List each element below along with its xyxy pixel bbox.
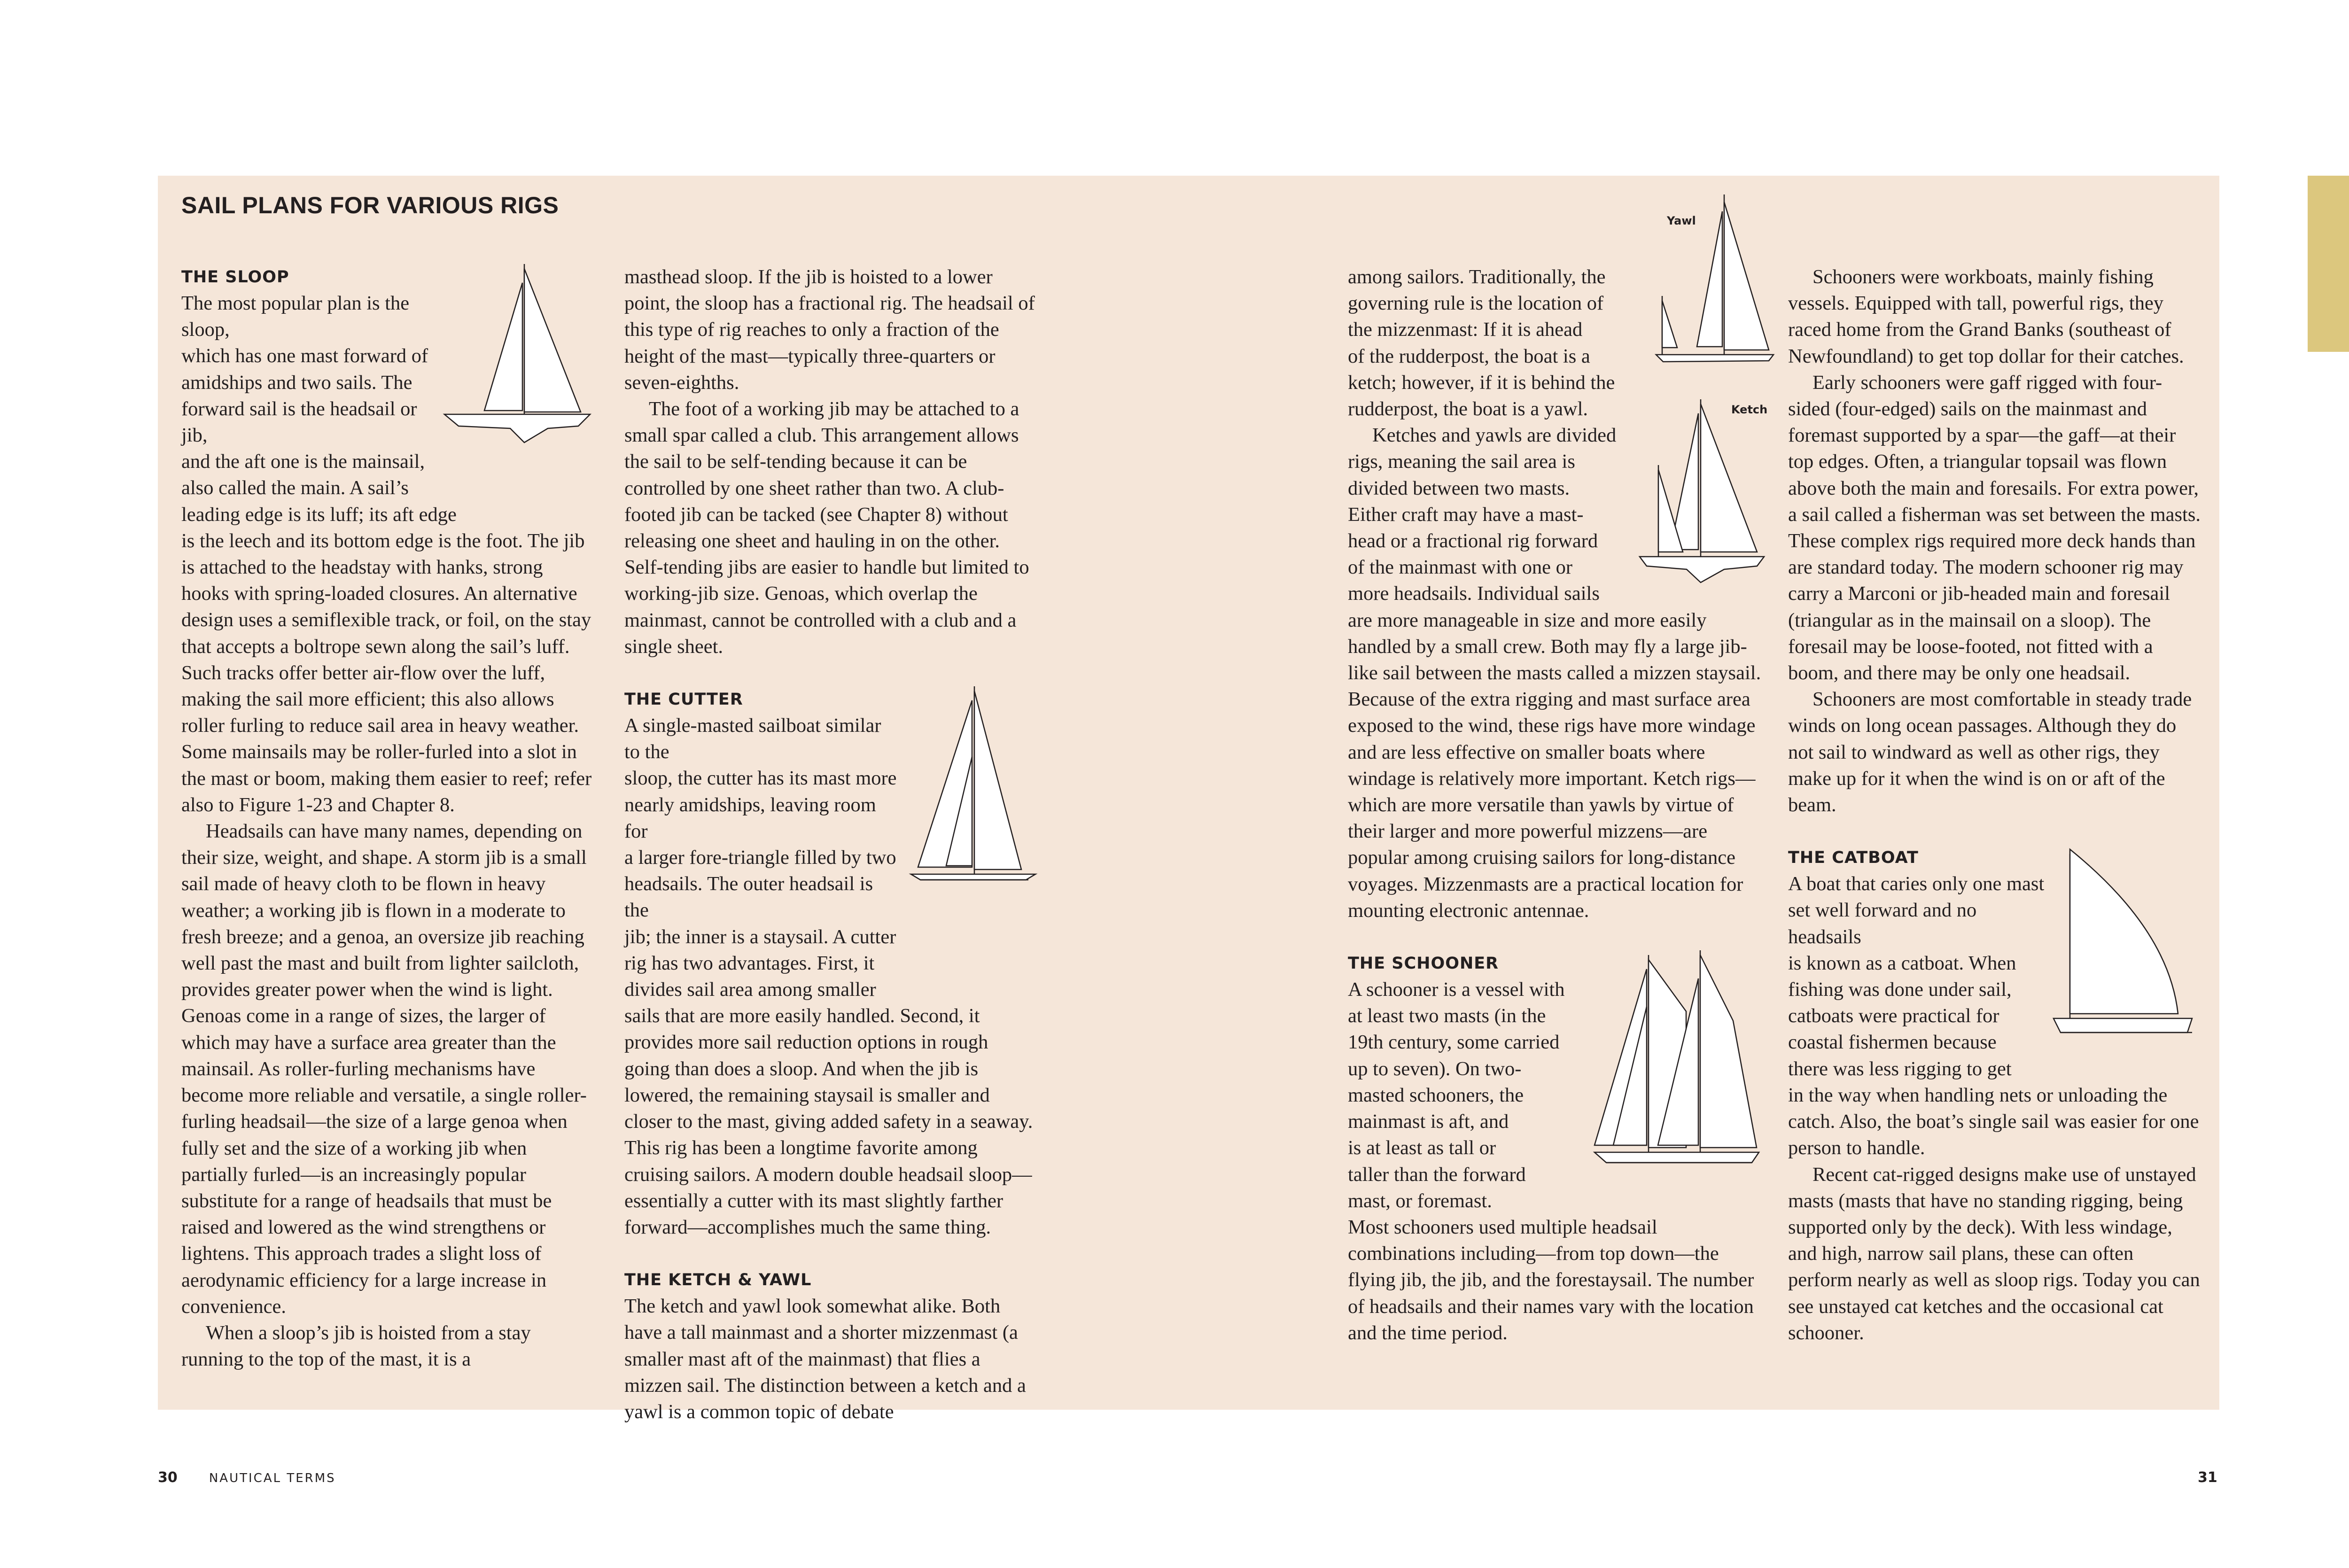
- sloop-line: which has one mast forward of: [181, 345, 428, 367]
- sloop-line: and the aft one is the mainsail,: [181, 450, 425, 473]
- schooner-heading: THE SCHOONER: [1348, 954, 1499, 973]
- ketch-line: rudderpost, the boat is a yawl.: [1348, 398, 1588, 420]
- sloop-illustration: [440, 264, 595, 452]
- schooner-line: 19th century, some carried: [1348, 1031, 1560, 1054]
- right-footer: [2198, 1469, 2217, 1486]
- ketch-line: more headsails. Individual sails: [1348, 582, 1600, 605]
- column-4: [1788, 264, 2201, 1346]
- cutter-line: nearly amidships, leaving room for: [624, 793, 876, 842]
- schooner-figure: [1592, 950, 1761, 1176]
- sloop-paragraph: The foot of a working jib may be attached to a small spar called a club. This arrangement allows the sail to be self-tending because it can be controlled by one sheet rather than two. A club-footed jib can be tacked (see Chapter 8) without releasing one sheet and hauling in on the other. Self-tending jibs are easier to handle but limited to working-jib size. Genoas, which overlap the mainmast, cannot be controlled with a club and a single sheet.: [624, 398, 1029, 658]
- sloop-paragraph: When a sloop’s jib is hoisted from a stay running to the top of the mast, it is a: [181, 1321, 531, 1371]
- cutter-line: headsails. The outer headsail is the: [624, 873, 873, 922]
- sloop-line: amidships and two sails. The: [181, 371, 412, 394]
- catboat-figure: [2051, 845, 2201, 1051]
- section-title: SAIL PLANS FOR VARIOUS RIGS: [181, 192, 559, 218]
- catboat-line: there was less rigging to get: [1788, 1057, 2012, 1080]
- catboat-line: coastal fishermen because: [1788, 1031, 1997, 1054]
- catboat-paragraph: in the way when handling nets or unloading the catch. Also, the boat’s single sail was easier for one person to handle.: [1788, 1084, 2199, 1159]
- schooner-line: at least two masts (in the: [1348, 1005, 1546, 1027]
- cutter-heading: THE CUTTER: [624, 690, 743, 709]
- schooner-paragraph: Early schooners were gaff rigged with four-sided (four-edged) sails on the mainmast and foremast supported by a spar—the gaff—at their top edges. Often, a triangular topsail was flown above both the main and foresails. For extra power, a sail called a fisherman was set between the masts. These complex rigs required more deck hands than are standard today. The modern schooner rig may carry a Marconi or jib-headed main and foresail (triangular as in the mainsail on a sloop). The foresail may be loose-footed, not fitted with a boom, and there may be only one headsail.: [1788, 371, 2201, 684]
- schooner-line: taller than the forward: [1348, 1163, 1526, 1186]
- sloop-paragraph: is the leech and its bottom edge is the foot. The jib is attached to the headstay with hanks, strong hooks with spring-loaded closures. An alternative design uses a semiflexible track, or foil, on the stay that accepts a boltrope sewn along the sail’s luff. Such tracks offer better air-flow over the luff, making the sail more efficient; this also allows roller furling to reduce sail area in heavy weather. Some mainsails may be roller-furled into a slot in the mast or boom, making them easier to reef; refer also to Figure 1-23 and Chapter 8.: [181, 529, 592, 816]
- ketch-line: rigs, meaning the sail area is: [1348, 450, 1575, 473]
- ketch-line: of the mainmast with one or: [1348, 556, 1573, 579]
- catboat-line: set well forward and no headsails: [1788, 899, 1977, 948]
- cutter-paragraph: sails that are more easily handled. Second, it provides more sail reduction options in rough going than does a sloop. And when the jib is lowered, the remaining staysail is smaller and closer to the mast, giving added safety in a seaway. This rig has been a longtime favorite among cruising sailors. A modern double headsail sloop—essentially a cutter with its mast slightly farther forward—accomplishes much the same thing.: [624, 1005, 1033, 1238]
- ketch-line: the mizzenmast: If it is ahead: [1348, 318, 1583, 341]
- ketch-line: among sailors. Traditionally, the: [1348, 266, 1606, 288]
- ketch-line: Ketches and yawls are divided: [1372, 424, 1617, 447]
- column-3: [1348, 264, 1761, 1346]
- right-page-number: 31: [2198, 1469, 2217, 1486]
- schooner-illustration: [1592, 950, 1761, 1176]
- sloop-paragraph: masthead sloop. If the jib is hoisted to a lower point, the sloop has a fractional rig. The headsail of this type of rig reaches to only a fraction of the height of the mast—typically three-quarters or seven-eighths.: [624, 266, 1035, 394]
- schooner-line: mainmast is aft, and: [1348, 1110, 1509, 1133]
- ketch-line: ketch; however, if it is behind the: [1348, 371, 1615, 394]
- cutter-line: sloop, the cutter has its mast more: [624, 767, 897, 790]
- schooner-line: A schooner is a vessel with: [1348, 978, 1565, 1001]
- catboat-heading: THE CATBOAT: [1788, 848, 1919, 868]
- sloop-figure: [440, 264, 595, 452]
- schooner-line: is at least as tall or: [1348, 1137, 1496, 1159]
- sloop-line: also called the main. A sail’s: [181, 477, 409, 499]
- schooner-paragraph: Schooners were workboats, mainly fishing vessels. Equipped with tall, powerful rigs, they raced home from the Grand Banks (southeast of Newfoundland) to get top dollar for their catches.: [1788, 266, 2184, 367]
- catboat-line: A boat that caries only one mast: [1788, 873, 2045, 895]
- sloop-line: The most popular plan is the sloop,: [181, 292, 410, 341]
- schooner-paragraph: Most schooners used multiple headsail combinations including—from top down—the flying jib, the jib, and the forestaysail. The number of headsails and their names vary with the location and the time period.: [1348, 1216, 1754, 1344]
- cutter-line: A single-masted sailboat similar to the: [624, 714, 881, 763]
- schooner-line: up to seven). On two-: [1348, 1057, 1522, 1080]
- sloop-heading: THE SLOOP: [181, 268, 289, 287]
- catboat-line: is known as a catboat. When: [1788, 952, 2016, 974]
- ketch-line: of the rudderpost, the boat is a: [1348, 345, 1590, 367]
- catboat-paragraph: Recent cat-rigged designs make use of unstayed masts (masts that have no standing rigging, being supported only by the deck). With less windage, and high, narrow sail plans, these can often perform nearly as well as sloop rigs. Today you can see unstayed cat ketches and the occasional cat schooner.: [1788, 1163, 2200, 1344]
- ketch-line: Either craft may have a mast-: [1348, 503, 1584, 526]
- column-2: [624, 264, 1038, 1425]
- catboat-line: catboats were practical for: [1788, 1005, 1999, 1027]
- left-footer: [158, 1469, 336, 1486]
- cutter-line: divides sail area among smaller: [624, 978, 876, 1001]
- ketch-yawl-heading: THE KETCH & YAWL: [624, 1271, 812, 1290]
- catboat-line: fishing was done under sail,: [1788, 978, 2012, 1001]
- schooner-line: masted schooners, the: [1348, 1084, 1524, 1106]
- ketch-label: Ketch: [1731, 403, 1768, 416]
- sloop-line: forward sail is the headsail or jib,: [181, 397, 417, 447]
- column-1: [181, 264, 595, 1373]
- cutter-line: a larger fore-triangle filled by two: [624, 846, 896, 869]
- ketch-line: governing rule is the location of: [1348, 292, 1604, 315]
- schooner-line: mast, or foremast.: [1348, 1189, 1492, 1212]
- catboat-illustration: [2051, 845, 2201, 1051]
- sloop-paragraph: Headsails can have many names, depending on their size, weight, and shape. A storm jib is a small sail made of heavy cloth to be flown in heavy weather; a working jib is flown in a moderate to fresh breeze; and a genoa, an oversize jib reaching well past the mast and built from lighter sailcloth, provides greater power when the wind is light. Genoas come in a range of sizes, the larger of which may have a surface area greater than the mainsail. As roller-furling mechanisms have become more reliable and versatile, a single roller-furling headsail—the size of a large genoa when fully set and the size of a working jib when partially furled—is an increasingly popular substitute for a range of headsails that must be raised and lowered as the wind strengthens or lightens. This approach trades a slight loss of aerodynamic efficiency for a large increase in convenience.: [181, 820, 587, 1318]
- ketch-line: head or a fractional rig forward: [1348, 530, 1598, 552]
- cutter-line: rig has two advantages. First, it: [624, 952, 875, 974]
- cutter-line: jib; the inner is a staysail. A cutter: [624, 925, 896, 948]
- cutter-figure: [902, 686, 1038, 902]
- ketch-paragraph: The ketch and yawl look somewhat alike. Both have a tall mainmast and a shorter mizzenmast (a smaller mast aft of the mainmast) that flies a mizzen sail. The distinction between a ketch and a yawl is a common topic of debate: [624, 1295, 1026, 1423]
- sloop-line: leading edge is its luff; its aft edge: [181, 503, 457, 526]
- running-head: NAUTICAL TERMS: [209, 1471, 336, 1485]
- yawl-label: Yawl: [1667, 214, 1696, 227]
- left-page-number: 30: [158, 1469, 178, 1486]
- ketch-paragraph: are more manageable in size and more easily handled by a small crew. Both may fly a large jib-like sail between the masts called a mizzen staysail. Because of the extra rigging and mast surface area exposed to the wind, these rigs have more windage and are less effective on smaller boats where windage is relatively more important. Ketch rigs—which are more versatile than yawls by virtue of their larger and more powerful mizzens—are popular among cruising sailors for long-distance voyages. Mizzenmasts are a practical location for mounting electronic antennae.: [1348, 609, 1761, 922]
- ketch-line: divided between two masts.: [1348, 477, 1570, 499]
- chapter-tab: [2308, 176, 2349, 352]
- cutter-illustration: [902, 686, 1038, 902]
- schooner-paragraph: Schooners are most comfortable in steady trade winds on long ocean passages. Although they do not sail to windward as well as other rigs, they make up for it when the wind is on or aft of the beam.: [1788, 688, 2192, 816]
